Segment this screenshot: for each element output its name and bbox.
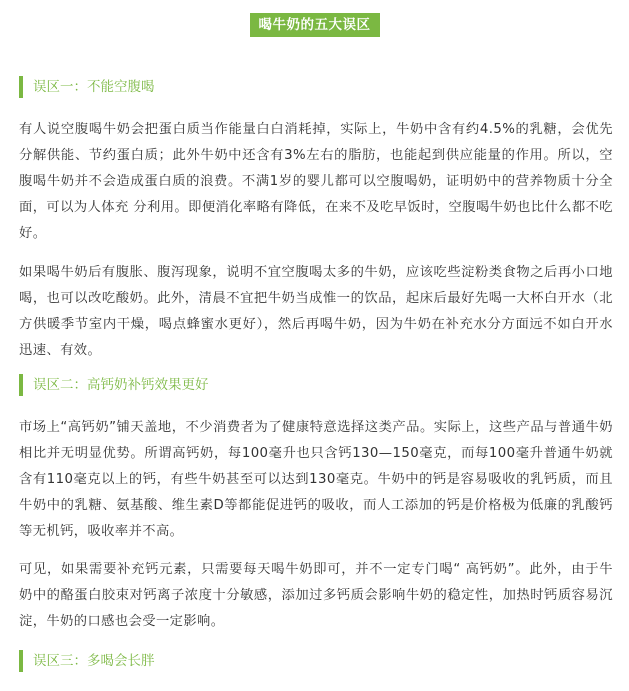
article-title: 喝牛奶的五大误区 bbox=[250, 13, 380, 37]
section-1-paragraph-2: 如果喝牛奶后有腹胀、腹泻现象，说明不宜空腹喝太多的牛奶，应该吃些淀粉类食物之后再小口地喝，也可以改吃酸奶。此外，清晨不宜把牛奶当成惟一的饮品，起床后最好先喝一大杯白开水（北方供暖季节室内干燥，喝点蜂蜜水更好），然后再喝牛奶，因为牛奶在补充水分方面远不如白开水迅速、有效。 bbox=[19, 265, 613, 358]
title-bar bbox=[0, 13, 629, 37]
section-1-paragraph-1: 有人说空腹喝牛奶会把蛋白质当作能量白白消耗掉，实际上，牛奶中含有约4.5%的乳糖，会优先分解供能、节约蛋白质；此外牛奶中还含有3%左右的脂肪，也能起到供应能量的作用。所以，空腹喝牛奶并不会造成蛋白质的浪费。不满1岁的婴儿都可以空腹喝奶，证明奶中的营养物质十分全面，可以为人体充 分利用。即便消化率略有降低，在来不及吃早饭时，空腹喝牛奶也比什么都不吃好。 bbox=[19, 122, 613, 241]
section-heading-3: 误区三：多喝会长胖 bbox=[19, 650, 155, 672]
section-2-paragraph-1: 市场上“高钙奶”铺天盖地，不少消费者为了健康特意选择这类产品。实际上，这些产品与普通牛奶相比并无明显优势。所谓高钙奶，每100毫升也只含钙130—150毫克，而每100毫升普通牛奶就含有110毫克以上的钙，有些牛奶甚至可以达到130毫克。牛奶中的钙是容易吸收的乳钙质，而且牛奶中的乳糖、氨基酸、维生素D等都能促进钙的吸收，而人工添加的钙是价格极为低廉的乳酸钙等无机钙，吸收率并不高。 bbox=[19, 420, 613, 539]
section-heading-2: 误区二：高钙奶补钙效果更好 bbox=[19, 374, 209, 396]
section-heading-1: 误区一：不能空腹喝 bbox=[19, 76, 155, 98]
section-2-paragraph-2: 可见，如果需要补充钙元素，只需要每天喝牛奶即可，并不一定专门喝“ 高钙奶”。此外，由于牛奶中的酪蛋白胶束对钙离子浓度十分敏感，添加过多钙质会影响牛奶的稳定性，加热时钙质容易沉淀，牛奶的口感也会受一定影响。 bbox=[19, 562, 613, 629]
